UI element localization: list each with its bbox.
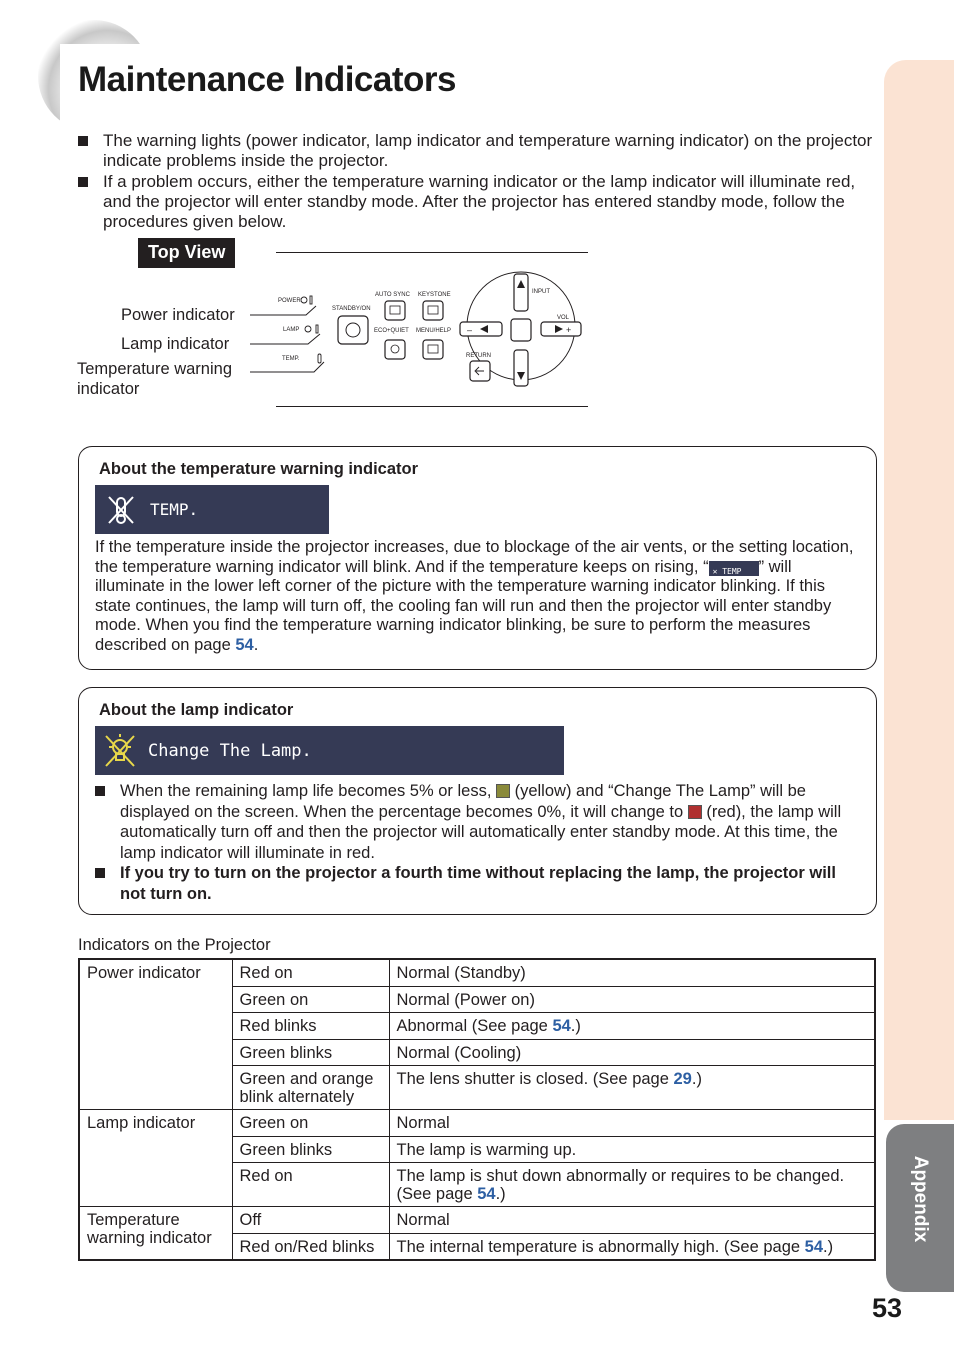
return-label: RETURN bbox=[466, 353, 491, 359]
page-link-29[interactable]: 29 bbox=[673, 1070, 692, 1088]
intro-bullet-text: The warning lights (power indicator, lamp indicator and temperature warning indicator) on the projector indicate problems inside the projector. bbox=[103, 131, 873, 171]
lamp-bullet-1-part-c: (red), the lamp will automatically turn off and then the projector will automatically enter standby mode. At this time, the lamp indicator will illuminate in red. bbox=[120, 802, 842, 862]
power-indicator-callout: Power indicator bbox=[121, 306, 235, 324]
eco-quiet-button bbox=[385, 340, 405, 359]
input-label: INPUT bbox=[532, 289, 550, 295]
meaning-text-end: .) bbox=[570, 1017, 581, 1035]
table-row bbox=[79, 959, 875, 986]
temp-box-heading: About the temperature warning indicator bbox=[99, 460, 419, 478]
lamp-box-bullets bbox=[95, 781, 865, 904]
standby-button bbox=[338, 316, 368, 344]
state-cell: Green blinks bbox=[232, 1039, 389, 1066]
group-name-cell: Power indicator bbox=[79, 959, 232, 1110]
auto-sync-button bbox=[385, 301, 405, 320]
lamp-indicator-callout: Lamp indicator bbox=[121, 335, 230, 353]
dpad-up-button bbox=[514, 274, 528, 311]
lamp-bullet-1 bbox=[95, 781, 865, 863]
meaning-cell: Normal (Cooling) bbox=[389, 1039, 875, 1066]
temp-text-part-a: If the temperature inside the projector increases, due to blockage of the air vents, or the setting location, the temperature warning indicator will blink. And if the temperature keeps on rising, “ bbox=[95, 538, 854, 576]
meaning-text: The internal temperature is abnormally high. (See page bbox=[396, 1237, 805, 1256]
power-led-icon bbox=[310, 296, 312, 304]
page-number: 53 bbox=[872, 1293, 903, 1323]
lamp-box-heading: About the lamp indicator bbox=[99, 701, 294, 719]
temp-inline-icon-text: TEMP bbox=[722, 566, 742, 576]
lamp-osd-banner bbox=[95, 726, 564, 775]
menu-help-button bbox=[423, 340, 443, 359]
lamp-bullet-1-part-a: When the remaining lamp life becomes 5% or less, bbox=[120, 782, 497, 800]
state-cell: Green and orange blink alternately bbox=[232, 1066, 389, 1110]
power-small-label: POWER bbox=[278, 298, 301, 304]
plus-label: + bbox=[566, 325, 572, 335]
lamp-warning-icon bbox=[103, 733, 137, 769]
temp-led-icon bbox=[318, 354, 321, 363]
top-view-rule-top bbox=[276, 252, 588, 253]
top-view-rule-bottom bbox=[276, 406, 588, 407]
page-link-54[interactable]: 54 bbox=[804, 1237, 824, 1256]
state-cell: Green blinks bbox=[232, 1136, 389, 1163]
intro-bullet bbox=[78, 131, 878, 172]
bullet-square-icon bbox=[95, 863, 120, 904]
meaning-cell: Normal bbox=[389, 1207, 875, 1234]
state-cell: Red on bbox=[232, 1163, 389, 1207]
meaning-text: The lens shutter is closed. (See page bbox=[396, 1070, 674, 1088]
indicators-table bbox=[78, 958, 876, 1261]
keystone-label: KEYSTONE bbox=[418, 292, 451, 298]
lamp-glyph-icon bbox=[305, 326, 311, 332]
auto-sync-label: AUTO SYNC bbox=[375, 292, 410, 298]
lamp-bullet-1-text bbox=[120, 781, 865, 863]
temp-osd-text: TEMP. bbox=[150, 500, 199, 519]
projector-control-panel bbox=[246, 268, 590, 398]
temp-callout-line2: indicator bbox=[77, 380, 140, 398]
eco-quiet-label: ECO+QUIET bbox=[374, 328, 409, 334]
temp-indicator-callout bbox=[77, 359, 232, 399]
enter-button bbox=[511, 319, 531, 341]
appendix-tab-label: Appendix bbox=[910, 1155, 931, 1243]
meaning-cell bbox=[389, 1163, 875, 1207]
state-cell: Red blinks bbox=[232, 1013, 389, 1040]
meaning-cell: Normal (Power on) bbox=[389, 986, 875, 1013]
state-cell: Green on bbox=[232, 1110, 389, 1137]
bullet-square-icon bbox=[78, 131, 103, 172]
temp-callout-line1: Temperature warning bbox=[77, 360, 232, 378]
lamp-indicator-box bbox=[78, 687, 877, 915]
yellow-lamp-icon bbox=[496, 784, 510, 798]
state-cell: Red on bbox=[232, 959, 389, 986]
meaning-cell: Normal bbox=[389, 1110, 875, 1137]
table-caption: Indicators on the Projector bbox=[78, 936, 271, 954]
lamp-bullet-2 bbox=[95, 863, 865, 904]
meaning-text-end: .) bbox=[691, 1070, 702, 1088]
meaning-cell bbox=[389, 1233, 875, 1260]
page-link-54[interactable]: 54 bbox=[552, 1017, 571, 1035]
meaning-cell bbox=[389, 1013, 875, 1040]
bullet-square-icon bbox=[95, 781, 120, 863]
lamp-leader-line bbox=[250, 334, 320, 344]
table-row bbox=[79, 1110, 875, 1137]
state-cell: Green on bbox=[232, 986, 389, 1013]
page-link-54[interactable]: 54 bbox=[235, 635, 254, 654]
red-lamp-icon bbox=[688, 805, 702, 819]
standby-label: STANDBY/ON bbox=[332, 306, 371, 312]
meaning-text: Abnormal (See page bbox=[396, 1017, 553, 1035]
group-name-cell: Lamp indicator bbox=[79, 1110, 232, 1207]
page-link-54[interactable]: 54 bbox=[477, 1184, 496, 1203]
temp-text-part-b: ” will illuminate in the lower left corner of the picture with the temperature warning indicator blinking. If this state continues, the lamp will turn off, the cooling fan will run and then the projector will enter standby mode. When you find the temperature warning indicator blinking, be sure to perform the measures described on page bbox=[95, 557, 832, 654]
meaning-cell: The lamp is warming up. bbox=[389, 1136, 875, 1163]
state-cell: Red on/Red blinks bbox=[232, 1233, 389, 1260]
intro-bullets bbox=[78, 131, 878, 232]
lamp-small-label: LAMP bbox=[283, 327, 300, 333]
lamp-bullet-2-text: If you try to turn on the projector a fourth time without replacing the lamp, the projector will not turn on. bbox=[120, 864, 836, 903]
page-title: Maintenance Indicators bbox=[78, 60, 456, 99]
intro-bullet-text: If a problem occurs, either the temperature warning indicator or the lamp indicator will illuminate red, and the projector will enter standby mode. After the projector has entered standby mode, follow the procedures given below. bbox=[103, 171, 856, 232]
menu-help-label: MENU/HELP bbox=[416, 328, 452, 334]
power-glyph-icon bbox=[301, 297, 307, 303]
lamp-led-icon bbox=[316, 325, 318, 333]
power-leader-line bbox=[250, 306, 316, 315]
meaning-cell: Normal (Standby) bbox=[389, 959, 875, 986]
lamp-osd-text: Change The Lamp. bbox=[148, 741, 312, 761]
bullet-square-icon bbox=[78, 172, 103, 233]
table-row bbox=[79, 1207, 875, 1234]
lamp-bullet-1-part-b: (yellow) and “Change The Lamp” will be displayed on the screen. When the percentage becomes 0%, it will change to bbox=[120, 782, 806, 821]
meaning-text-end: .) bbox=[823, 1237, 834, 1256]
temp-box-paragraph bbox=[95, 538, 865, 656]
temp-osd-banner bbox=[95, 485, 329, 534]
temp-inline-icon: ✕ TEMP bbox=[709, 561, 759, 576]
meaning-text-end: .) bbox=[495, 1184, 506, 1203]
temp-warning-box bbox=[78, 446, 877, 670]
temp-leader-line bbox=[250, 362, 324, 372]
meaning-text: The lamp is shut down abnormally or requires to be changed. (See page bbox=[396, 1167, 845, 1203]
vol-label: VOL bbox=[557, 315, 570, 321]
temp-text-end: . bbox=[253, 635, 259, 654]
dpad-down-button bbox=[514, 350, 528, 386]
state-cell: Off bbox=[232, 1207, 389, 1234]
intro-bullet bbox=[78, 172, 878, 233]
top-view-label: Top View bbox=[138, 238, 235, 268]
group-name-cell: Temperature warning indicator bbox=[79, 1207, 232, 1261]
temp-small-label: TEMP. bbox=[282, 356, 300, 362]
meaning-cell bbox=[389, 1066, 875, 1110]
keystone-button bbox=[423, 301, 443, 320]
minus-label: – bbox=[467, 325, 473, 335]
thermometer-warning-icon bbox=[105, 493, 137, 527]
side-tab-band bbox=[884, 60, 954, 1120]
